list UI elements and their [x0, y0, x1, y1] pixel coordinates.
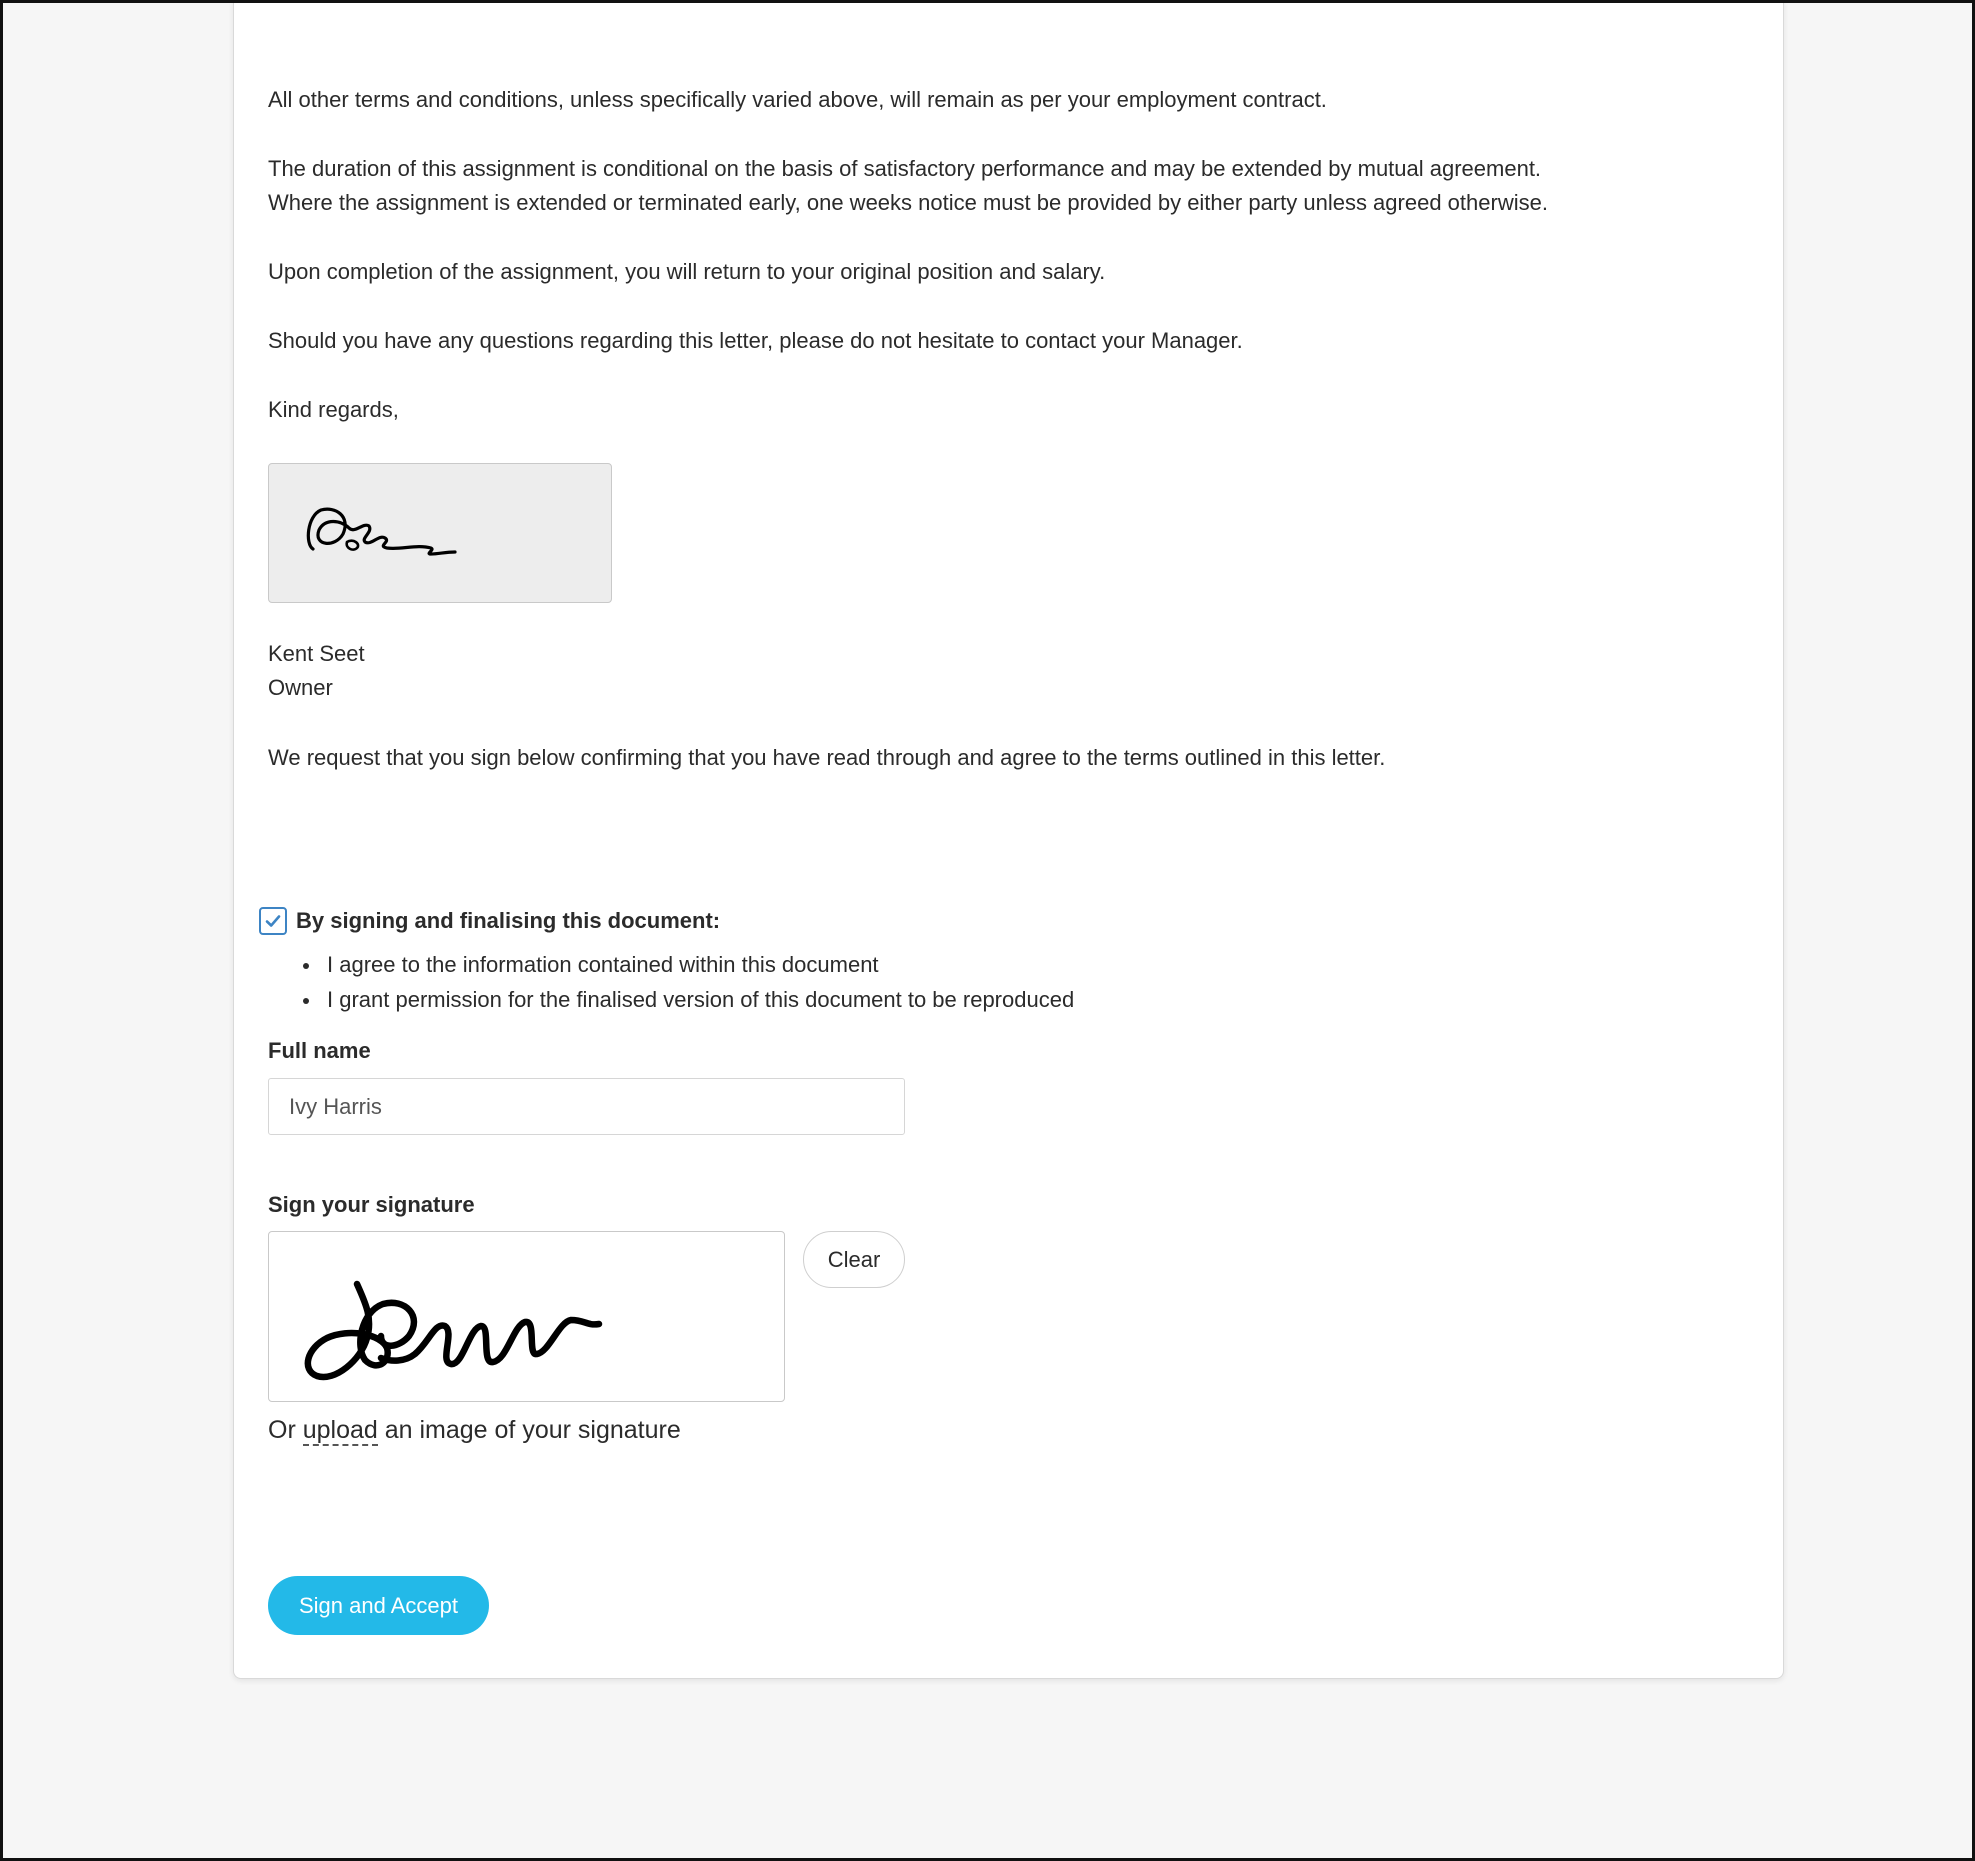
drawn-signature [269, 1232, 786, 1403]
signature-label: Sign your signature [268, 1192, 475, 1217]
full-name-label: Full name [268, 1038, 371, 1063]
consent-list [303, 948, 1074, 1017]
duration-paragraph-line-1: The duration of this assignment is conditional on the basis of satisfactory performance and may be extended by mutual agreement. [268, 156, 1542, 181]
consent-checkbox[interactable] [259, 907, 287, 935]
check-icon [264, 912, 282, 930]
signature-pad[interactable] [268, 1231, 785, 1402]
questions-paragraph: Should you have any questions regarding this letter, please do not hesitate to contact your Manager. [268, 328, 1243, 353]
upload-suffix: an image of your signature [377, 1416, 681, 1444]
upload-signature-line [268, 1416, 681, 1445]
sign-and-accept-button[interactable]: Sign and Accept [268, 1576, 489, 1635]
request-paragraph: We request that you sign below confirming that you have read through and agree to the terms outlined in this letter. [268, 745, 1386, 770]
terms-paragraph: All other terms and conditions, unless specifically varied above, will remain as per your employment contract. [268, 87, 1327, 112]
closing-text: Kind regards, [268, 397, 399, 422]
signatory-title: Owner [268, 675, 333, 700]
upload-link[interactable]: upload [302, 1416, 378, 1444]
consent-item: I grant permission for the finalised version of this document to be reproduced [303, 983, 1074, 1018]
sender-signature-image [268, 463, 612, 603]
full-name-input[interactable] [268, 1078, 905, 1135]
completion-paragraph: Upon completion of the assignment, you will return to your original position and salary. [268, 259, 1106, 284]
signatory-name: Kent Seet [268, 641, 365, 666]
consent-title: By signing and finalising this document: [296, 908, 721, 933]
upload-prefix: Or [268, 1416, 303, 1444]
consent-row [259, 907, 720, 935]
consent-item: I agree to the information contained within this document [303, 948, 1074, 983]
duration-paragraph-line-2: Where the assignment is extended or terminated early, one weeks notice must be provided by either party unless agreed otherwise. [268, 190, 1548, 215]
clear-signature-button[interactable]: Clear [803, 1231, 905, 1288]
